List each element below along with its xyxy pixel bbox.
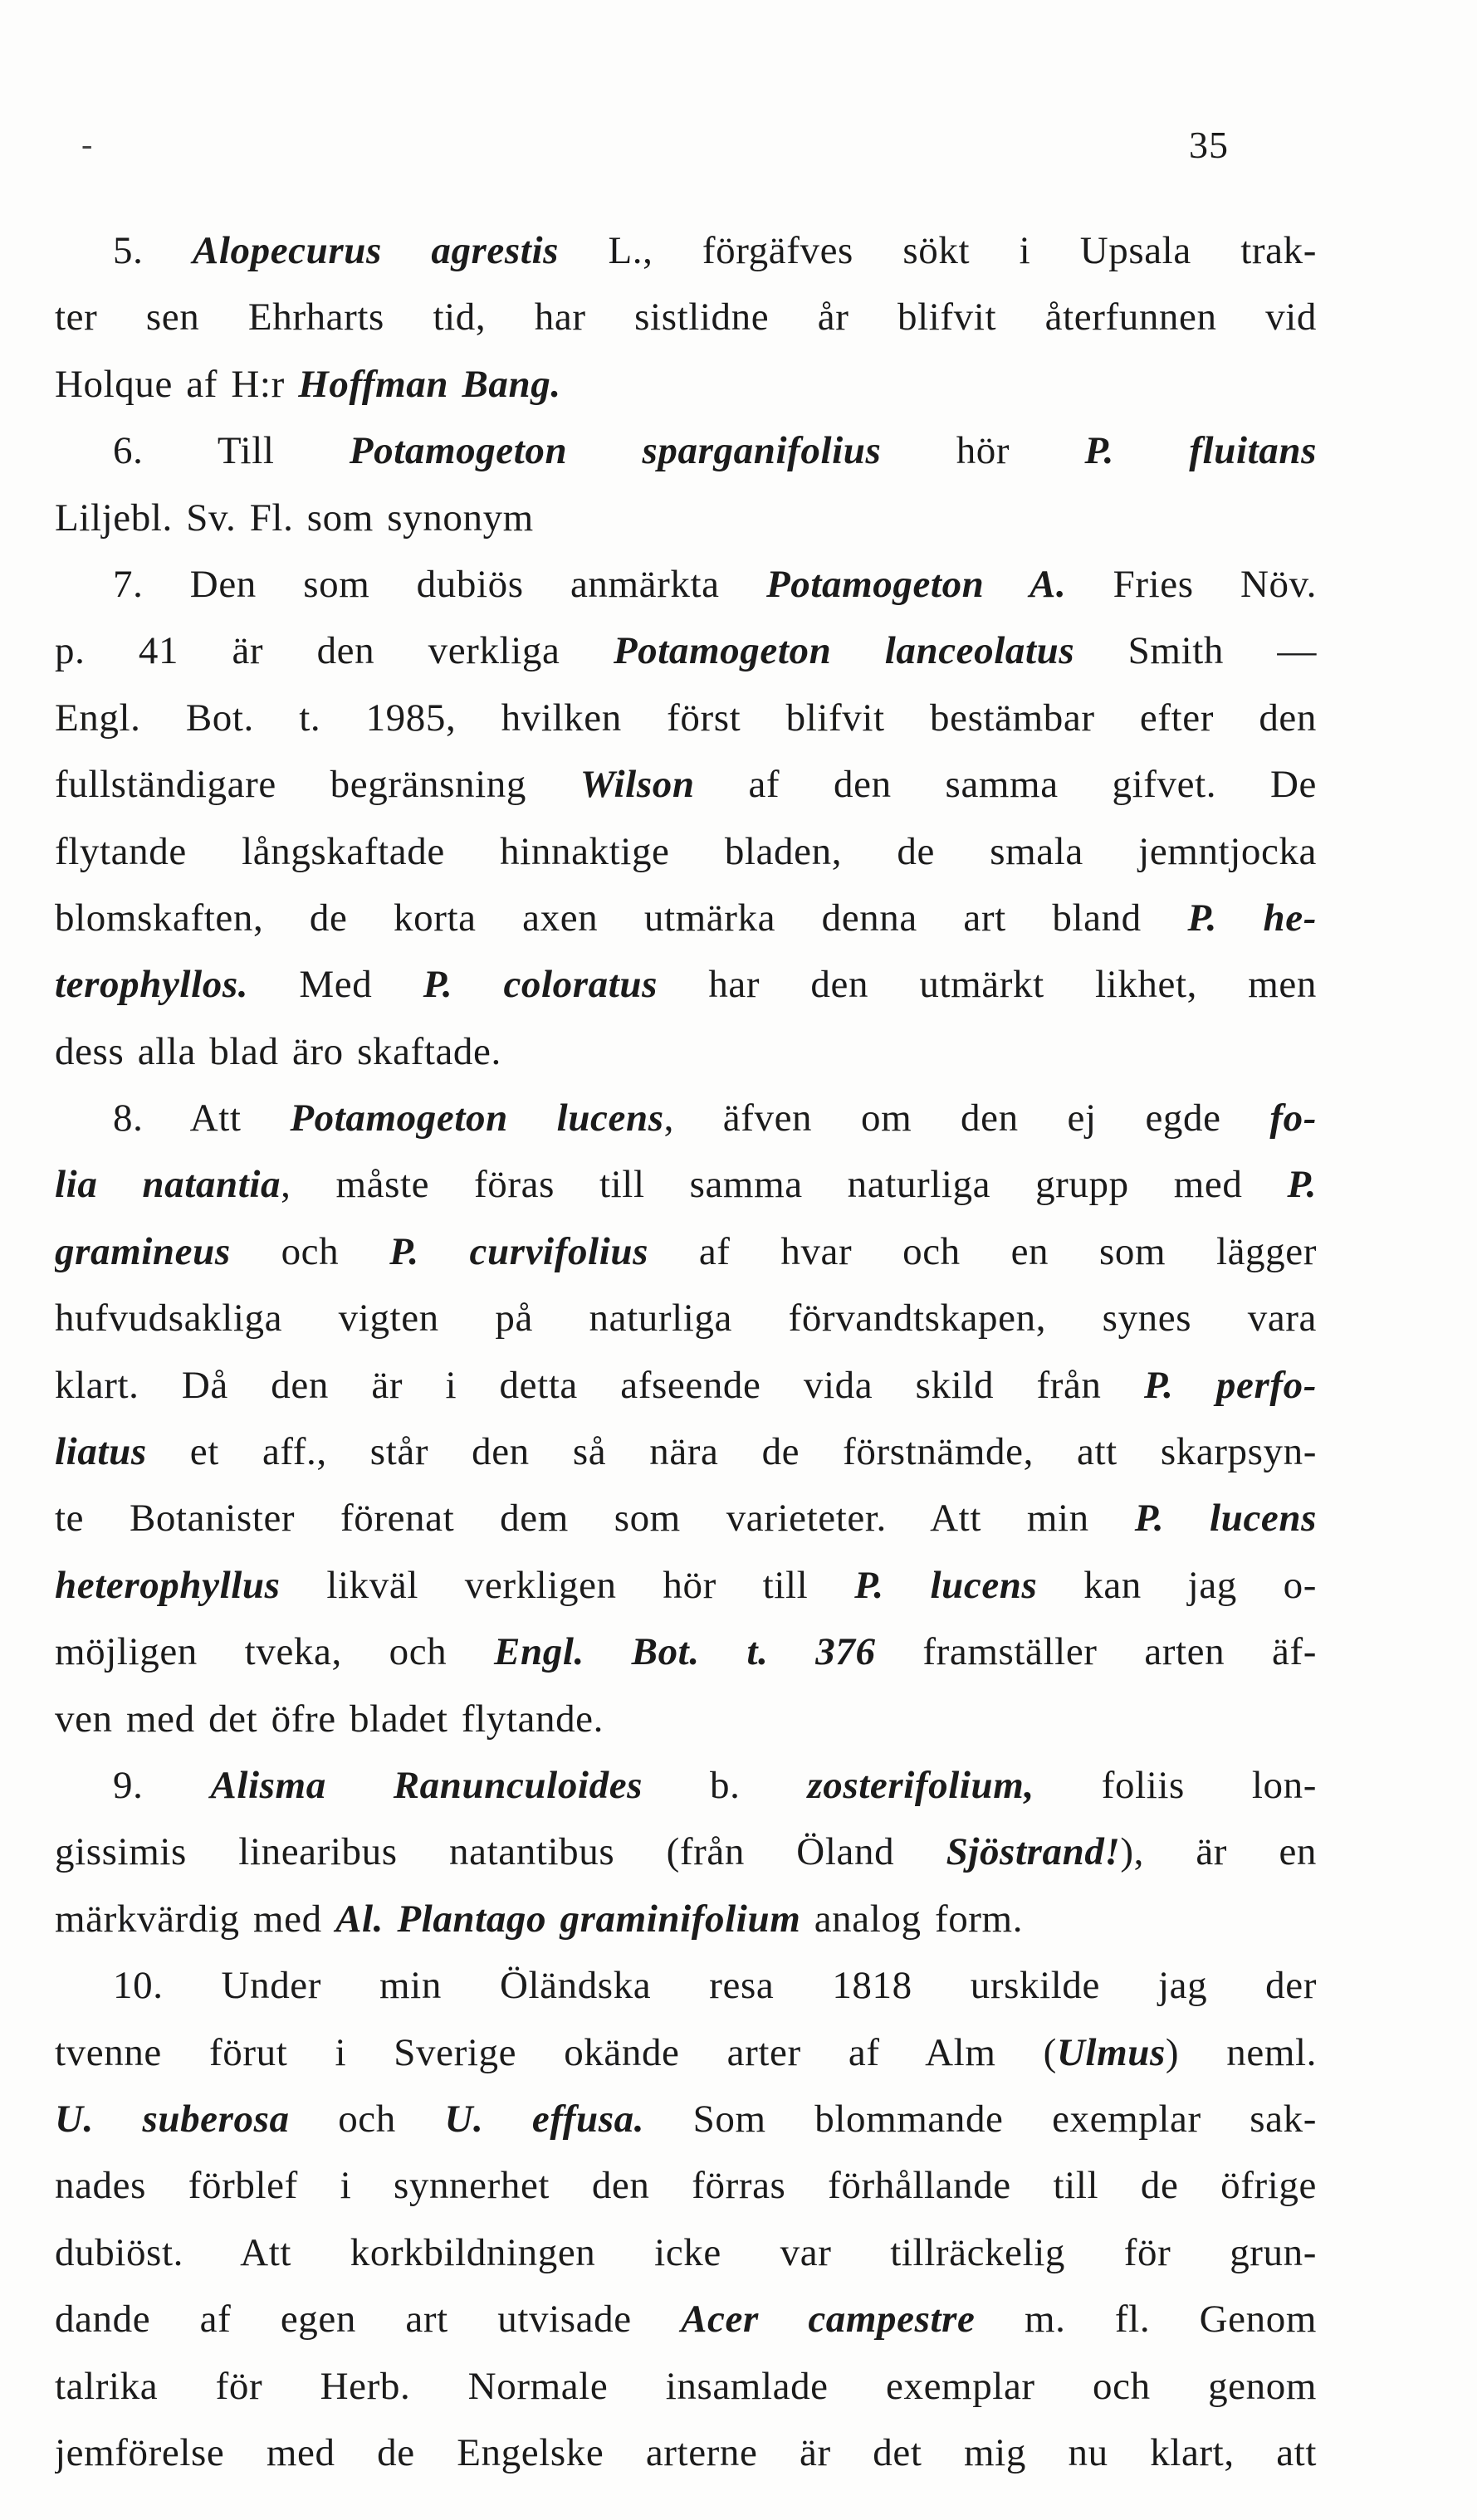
text-run: af den samma gifvet. De bbox=[694, 763, 1317, 807]
text-run: m. fl. Genom bbox=[975, 2298, 1317, 2342]
text-run: jemförelse med de Engelske arterne är det mig nu klart, att bbox=[55, 2430, 1317, 2474]
text-run: Som blommande exemplar sak- bbox=[644, 2097, 1317, 2141]
italic-text-run: P. bbox=[1287, 1163, 1317, 1207]
text-run: ) neml. bbox=[1165, 2030, 1317, 2074]
italic-text-run: U. effusa. bbox=[444, 2097, 645, 2141]
text-line bbox=[55, 2353, 1317, 2420]
text-run: hufvudsakliga vigten på naturliga förvandtskapen, synes vara bbox=[55, 1297, 1317, 1341]
text-line bbox=[55, 2019, 1317, 2086]
text-run: Smith — bbox=[1074, 629, 1317, 673]
text-line bbox=[55, 751, 1317, 818]
text-run: hör bbox=[881, 429, 1085, 473]
text-run: p. 41 är den verkliga bbox=[55, 629, 614, 673]
text-line bbox=[55, 217, 1317, 284]
text-line bbox=[55, 1752, 1317, 1819]
text-run: dubiöst. Att korkbildningen icke var tillräckelig för grun- bbox=[55, 2230, 1317, 2274]
italic-text-run: fo- bbox=[1269, 1096, 1317, 1140]
italic-text-run: Engl. Bot. t. 376 bbox=[494, 1630, 876, 1674]
text-run: Holque af H:r bbox=[55, 362, 299, 406]
text-run: talrika för Herb. Normale insamlade exemplar och genom bbox=[55, 2364, 1317, 2408]
italic-text-run: Alisma Ranunculoides bbox=[210, 1763, 643, 1807]
italic-text-run: Hoffman Bang. bbox=[298, 362, 561, 406]
text-line bbox=[55, 818, 1317, 885]
text-run: klart. Då den är i detta afseende vida skild från bbox=[55, 1363, 1144, 1407]
text-line bbox=[55, 1018, 1317, 1085]
text-line bbox=[55, 485, 1317, 551]
text-line bbox=[55, 2420, 1317, 2486]
italic-text-run: P. fluitans bbox=[1084, 429, 1317, 473]
text-run: 8. Att bbox=[113, 1096, 291, 1140]
italic-text-run: Acer campestre bbox=[681, 2298, 976, 2342]
text-run: dess alla blad äro skaftade. bbox=[55, 1029, 501, 1073]
italic-text-run: P. he- bbox=[1187, 896, 1317, 940]
text-run: L., förgäfves sökt i Upsala trak- bbox=[559, 229, 1317, 272]
text-run: möjligen tveka, och bbox=[55, 1630, 495, 1674]
text-run: af hvar och en som lägger bbox=[648, 1229, 1317, 1273]
text-line bbox=[55, 551, 1317, 618]
italic-text-run: Sjöstrand! bbox=[946, 1830, 1121, 1874]
italic-text-run: Potamogeton A. bbox=[765, 562, 1067, 606]
italic-text-run: P. coloratus bbox=[423, 963, 658, 1007]
text-run: märkvärdig med bbox=[55, 1897, 336, 1941]
text-line bbox=[55, 1151, 1317, 1218]
italic-text-run: Potamogeton lucens bbox=[290, 1096, 664, 1140]
text-line bbox=[55, 418, 1317, 484]
italic-text-run: Wilson bbox=[580, 763, 695, 807]
text-line bbox=[55, 951, 1317, 1018]
text-run: och bbox=[289, 2097, 445, 2141]
italic-text-run: liatus bbox=[55, 1430, 147, 1474]
text-run: 10. Under min Öländska resa 1818 urskilde jag der bbox=[113, 1964, 1317, 2008]
text-run: , måste föras till samma naturliga grupp med bbox=[281, 1163, 1288, 1207]
text-run: Fries Növ. bbox=[1066, 562, 1317, 606]
italic-text-run: Al. Plantago graminifolium bbox=[335, 1897, 801, 1941]
text-line bbox=[55, 1819, 1317, 1885]
body-text bbox=[55, 217, 1317, 2486]
text-line bbox=[55, 685, 1317, 751]
italic-text-run: U. suberosa bbox=[55, 2097, 290, 2141]
text-run: tvenne förut i Sverige okände arter af Alm ( bbox=[55, 2030, 1057, 2074]
text-line bbox=[55, 1686, 1317, 1752]
text-line bbox=[55, 1619, 1317, 1685]
text-line bbox=[55, 1085, 1317, 1151]
text-run: och bbox=[230, 1229, 390, 1273]
text-run: et aff., står den så nära de förstnämde, att skarpsyn- bbox=[146, 1430, 1317, 1474]
italic-text-run: Ulmus bbox=[1056, 2030, 1166, 2074]
text-line bbox=[55, 1285, 1317, 1351]
italic-text-run: lia natantia bbox=[55, 1163, 281, 1207]
text-line bbox=[55, 1352, 1317, 1419]
italic-text-run: P. lucens bbox=[1134, 1497, 1317, 1541]
text-run: blomskaften, de korta axen utmärka denna art bland bbox=[55, 896, 1188, 940]
text-run: , äfven om den ej egde bbox=[663, 1096, 1270, 1140]
text-line bbox=[55, 2286, 1317, 2352]
text-run: ter sen Ehrharts tid, har sistlidne år blifvit återfunnen vid bbox=[55, 295, 1317, 339]
text-run: te Botanister förenat dem som varieteter. Att min bbox=[55, 1497, 1135, 1541]
text-run: 6. Till bbox=[113, 429, 350, 473]
text-run: likväl verkligen hör till bbox=[280, 1563, 855, 1607]
text-line bbox=[55, 351, 1317, 418]
text-line bbox=[55, 618, 1317, 684]
text-run: gissimis linearibus natantibus (från Öland bbox=[55, 1830, 946, 1874]
header-mark: - bbox=[81, 125, 93, 163]
text-run: framställer arten äf- bbox=[875, 1630, 1317, 1674]
text-run: fullständigare begränsning bbox=[55, 763, 580, 807]
italic-text-run: P. perfo- bbox=[1143, 1363, 1317, 1407]
text-line bbox=[55, 1419, 1317, 1485]
text-run: dande af egen art utvisade bbox=[55, 2298, 682, 2342]
italic-text-run: Alopecurus agrestis bbox=[192, 229, 559, 272]
text-run: 9. bbox=[113, 1763, 211, 1807]
text-line bbox=[55, 1552, 1317, 1619]
text-run: Liljebl. Sv. Fl. som synonym bbox=[55, 496, 534, 540]
italic-text-run: zosterifolium, bbox=[807, 1763, 1034, 1807]
text-run: foliis lon- bbox=[1034, 1763, 1317, 1807]
italic-text-run: P. lucens bbox=[854, 1563, 1038, 1607]
text-run: nades förblef i synnerhet den förras förhållande till de öfrige bbox=[55, 2164, 1317, 2208]
text-line bbox=[55, 284, 1317, 350]
text-run: Med bbox=[248, 963, 423, 1007]
text-line bbox=[55, 2220, 1317, 2286]
text-line bbox=[55, 2152, 1317, 2219]
italic-text-run: gramineus bbox=[55, 1229, 231, 1273]
text-run: ), är en bbox=[1120, 1830, 1317, 1874]
italic-text-run: terophyllos. bbox=[55, 963, 249, 1007]
italic-text-run: Potamogeton lanceolatus bbox=[613, 629, 1075, 673]
italic-text-run: heterophyllus bbox=[55, 1563, 281, 1607]
text-run: b. bbox=[643, 1763, 808, 1807]
text-run: kan jag o- bbox=[1037, 1563, 1317, 1607]
italic-text-run: P. curvifolius bbox=[389, 1229, 648, 1273]
text-run: flytande långskaftade hinnaktige bladen, de smala jemntjocka bbox=[55, 829, 1317, 873]
text-line bbox=[55, 885, 1317, 951]
text-run: 7. Den som dubiös anmärkta bbox=[113, 562, 766, 606]
text-run: Engl. Bot. t. 1985, hvilken först blifvit bestämbar efter den bbox=[55, 696, 1317, 740]
text-run: ven med det öfre bladet flytande. bbox=[55, 1697, 604, 1741]
text-line bbox=[55, 1886, 1317, 1952]
italic-text-run: Potamogeton sparganifolius bbox=[349, 429, 882, 473]
page-number: 35 bbox=[1189, 124, 1229, 166]
text-line bbox=[55, 1218, 1317, 1285]
text-run: 5. bbox=[113, 229, 193, 272]
text-line bbox=[55, 1485, 1317, 1551]
text-run: har den utmärkt likhet, men bbox=[658, 963, 1317, 1007]
text-run: analog form. bbox=[800, 1897, 1024, 1941]
text-line bbox=[55, 2086, 1317, 2152]
text-line bbox=[55, 1952, 1317, 2019]
